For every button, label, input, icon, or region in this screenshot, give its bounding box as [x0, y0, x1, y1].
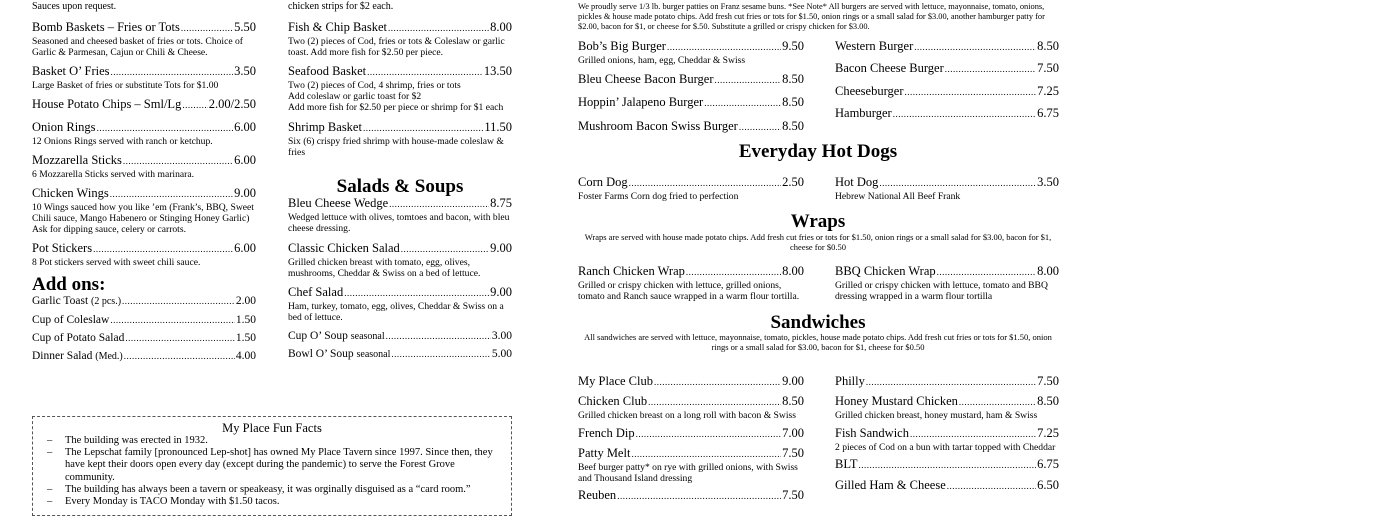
item-name: Bob’s Big Burger	[578, 39, 666, 53]
item-name: Gilled Ham & Cheese	[835, 478, 946, 492]
item-name: Pot Stickers	[32, 241, 93, 255]
item-name: Chicken Wings	[32, 186, 109, 200]
item-name: BBQ Chicken Wrap	[835, 264, 936, 278]
menu-item-chicken-club	[578, 394, 804, 421]
item-name: Cheeseburger	[835, 84, 904, 98]
addon-dinner-salad	[32, 349, 256, 364]
addons-heading: Add ons:	[32, 274, 106, 295]
wraps-note: Wraps are served with house made potato chips. Add fresh cut fries or tots for $1.50, onion rings or a small salad for $3.00, bacon for $1, cheese for $0.50	[584, 232, 1052, 252]
item-price: 2.00	[235, 295, 256, 307]
item-price: 6.00	[234, 153, 256, 167]
item-name: Dinner Salad (Med.)	[32, 350, 123, 362]
item-description: Two (2) pieces of Cod, 4 shrimp, fries or tots Add coleslaw or garlic toast for $2 Add more fish for $2.50 per piece or shrimp for $1 each	[288, 80, 504, 113]
item-price: 5.00	[491, 348, 512, 360]
menu-item-hamburger	[835, 106, 1059, 121]
item-price: 8.00	[490, 20, 512, 34]
fun-fact-item: – The Lepschat family [pronounced Lep-shot] has owned My Place Tavern since 1997. Since then, they have kept their doors open every day (except during the pandemic) to serve the Forest Grove community.	[47, 447, 507, 484]
item-price: 6.00	[234, 120, 256, 134]
item-description: Beef burger patty* on rye with grilled onions, with Swiss and Thousand Island dressing	[578, 462, 798, 484]
item-price: 8.50	[782, 95, 804, 109]
menu-item-basket-o-fries	[32, 64, 256, 91]
item-name: BLT	[835, 457, 858, 471]
menu-item-bacon-cheese-burger	[835, 61, 1059, 76]
menu-item-cheeseburger	[835, 84, 1059, 99]
item-name: Classic Chicken Salad	[288, 241, 400, 255]
item-price: 6.50	[1037, 478, 1059, 492]
menu-item-bleu-cheese-wedge	[288, 196, 512, 234]
item-price: 13.50	[483, 64, 512, 78]
item-description: Grilled chicken breast, honey mustard, ham & Swiss	[835, 410, 1038, 421]
item-description: 10 Wings sauced how you like ’em (Frank’s, BBQ, Sweet Chili sauce, Mango Habenero or Stinging Honey Garlic) Ask for dipping sauce, celery or carrots.	[32, 202, 254, 235]
menu-item-seafood-basket	[288, 64, 512, 113]
item-description: Ham, turkey, tomato, egg, olives, Cheddar & Swiss on a bed of lettuce.	[288, 301, 504, 323]
item-name: Garlic Toast (2 pcs.)	[32, 295, 122, 307]
item-name: Bleu Cheese Wedge	[288, 196, 389, 210]
item-price: 8.50	[1037, 394, 1059, 408]
menu-item-bbq-chicken-wrap	[835, 264, 1059, 302]
item-name: Western Burger	[835, 39, 914, 53]
fun-fact-item: – Every Monday is TACO Monday with $1.50 tacos.	[47, 496, 507, 508]
item-price: 6.75	[1037, 106, 1059, 120]
item-price: 1.50	[235, 314, 256, 326]
item-name: House Potato Chips – Sml/Lg	[32, 97, 182, 111]
item-name: Hoppin’ Jalapeno Burger	[578, 95, 704, 109]
item-name: Bowl O’ Soup seasonal	[288, 348, 391, 360]
item-description: 6 Mozzarella Sticks served with marinara.	[32, 169, 194, 180]
item-price: 7.50	[1037, 61, 1059, 75]
sandwiches-heading: Sandwiches	[770, 312, 866, 333]
menu-item-bleu-cheese-bacon-burger	[578, 72, 804, 87]
menu-item-western-burger	[835, 39, 1059, 54]
item-name: Corn Dog	[578, 175, 628, 189]
item-price: 9.00	[234, 186, 256, 200]
item-price: 6.75	[1037, 457, 1059, 471]
fun-fact-item: – The building has always been a tavern or speakeasy, it was orginally disguised as a “card room.”	[47, 484, 507, 496]
item-name: Fish & Chip Basket	[288, 20, 387, 34]
item-price: 7.50	[1037, 374, 1059, 388]
item-description: 8 Pot stickers served with sweet chili sauce.	[32, 257, 201, 268]
fun-facts-list	[47, 435, 507, 508]
item-description: Two (2) pieces of Cod, fries or tots & Coleslaw or garlic toast. Add more fish for $2.50 per piece.	[288, 36, 505, 58]
item-price: 7.50	[782, 488, 804, 502]
fun-fact-item: – The building was erected in 1932.	[47, 435, 507, 447]
chicken-strips-note: chicken strips for $2 each.	[288, 1, 394, 12]
item-name: Bleu Cheese Bacon Burger	[578, 72, 714, 86]
menu-item-gilled-ham-cheese	[835, 478, 1059, 493]
item-name: Cup of Potato Salad	[32, 332, 125, 344]
item-price: 7.25	[1037, 84, 1059, 98]
menu-item-hot-dog	[835, 175, 1059, 202]
item-description: Large Basket of fries or substitute Tots for $1.00	[32, 80, 219, 91]
item-price: 7.25	[1037, 426, 1059, 440]
item-name: Mushroom Bacon Swiss Burger	[578, 119, 738, 133]
addon-cup-of-potato-salad	[32, 331, 256, 345]
menu-item-french-dip	[578, 426, 804, 441]
menu-item-fish-sandwich	[835, 426, 1059, 453]
item-price: 4.00	[235, 350, 256, 362]
menu-item-bowl-o-soup	[288, 347, 512, 362]
menu-item-honey-mustard-chicken	[835, 394, 1059, 421]
menu-item-mushroom-bacon-swiss-burger	[578, 119, 804, 134]
wraps-heading: Wraps	[790, 211, 846, 232]
menu-item-ranch-chicken-wrap	[578, 264, 804, 302]
menu-item-chef-salad	[288, 285, 512, 323]
item-price: 2.00/2.50	[208, 97, 256, 111]
item-description: Seasoned and cheesed basket of fries or tots. Choice of Garlic & Parmesan, Cajun or Chili & Cheese.	[32, 36, 243, 58]
item-name: Hamburger	[835, 106, 892, 120]
menu-item-onion-rings	[32, 120, 256, 147]
item-description: Hebrew National All Beef Frank	[835, 191, 961, 202]
menu-item-patty-melt	[578, 446, 804, 484]
menu-item-mozzarella-sticks	[32, 153, 256, 180]
item-name: Ranch Chicken Wrap	[578, 264, 685, 278]
item-name: Chef Salad	[288, 285, 344, 299]
item-price: 6.00	[234, 241, 256, 255]
item-price: 2.50	[782, 175, 804, 189]
item-name: Mozzarella Sticks	[32, 153, 122, 167]
item-description: Grilled chicken breast on a long roll with bacon & Swiss	[578, 410, 796, 421]
item-price: 8.50	[782, 72, 804, 86]
fun-facts-box	[32, 416, 512, 516]
item-price: 9.00	[490, 241, 512, 255]
menu-item-pot-stickers	[32, 241, 256, 268]
menu-item-corn-dog	[578, 175, 804, 202]
menu-item-blt	[835, 457, 1059, 472]
item-description: Six (6) crispy fried shrimp with house-made coleslaw & fries	[288, 136, 504, 158]
menu-item-reuben	[578, 488, 804, 503]
item-name: French Dip	[578, 426, 635, 440]
addon-garlic-toast	[32, 294, 256, 309]
item-name: Patty Melt	[578, 446, 631, 460]
item-description: Foster Farms Corn dog fried to perfection	[578, 191, 739, 202]
item-name: Chicken Club	[578, 394, 648, 408]
fun-facts-title: My Place Fun Facts	[222, 421, 322, 435]
item-description: Grilled or crispy chicken with lettuce, tomato and BBQ dressing wrapped in a warm flour tortilla	[835, 280, 1048, 302]
item-price: 8.00	[1037, 264, 1059, 278]
sauces-note: Sauces upon request.	[32, 1, 117, 12]
item-description: Wedged lettuce with olives, tomtoes and bacon, with bleu cheese dressing.	[288, 212, 510, 234]
menu-item-my-place-club	[578, 374, 804, 389]
item-name: Cup of Coleslaw	[32, 314, 110, 326]
item-name: Bomb Baskets – Fries or Tots	[32, 20, 180, 34]
item-name: Basket O’ Fries	[32, 64, 110, 78]
item-price: 7.50	[782, 446, 804, 460]
item-name: Philly	[835, 374, 865, 388]
item-price: 3.00	[491, 330, 512, 342]
menu-item-house-potato-chips	[32, 97, 256, 112]
item-price: 11.50	[484, 120, 512, 134]
item-description: 12 Onions Rings served with ranch or ketchup.	[32, 136, 213, 147]
menu-item-chicken-wings	[32, 186, 256, 235]
item-price: 3.50	[234, 64, 256, 78]
item-description: Grilled chicken breast with tomato, egg, olives, mushrooms, Cheddar & Swiss on a bed of lettuce.	[288, 257, 481, 279]
item-price: 8.50	[1037, 39, 1059, 53]
hot-dogs-heading: Everyday Hot Dogs	[738, 141, 898, 162]
burgers-note: We proudly serve 1/3 lb. burger patties on Franz sesame buns. *See Note* All burgers are served with lettuce, mayonnaise, tomato, onions, pickles & house made potato chips. Add fresh cut fries or tots for $1.50, onion rings or a small salad for $3.00, another hamburger patty for $2.00, bacon for $1, or cheese for $.50. Substitute a grilled or crispy chicken for $3.00.	[578, 2, 1045, 31]
menu-item-hoppin-jalapeno-burger	[578, 95, 804, 110]
item-price: 5.50	[234, 20, 256, 34]
item-name: Shrimp Basket	[288, 120, 362, 134]
menu-item-fish-chip-basket	[288, 20, 512, 58]
salads-soups-heading: Salads & Soups	[336, 176, 464, 197]
menu-item-shrimp-basket	[288, 120, 512, 158]
item-name: Honey Mustard Chicken	[835, 394, 958, 408]
item-name: Seafood Basket	[288, 64, 367, 78]
item-price: 9.00	[782, 374, 804, 388]
menu-item-philly	[835, 374, 1059, 389]
item-price: 8.00	[782, 264, 804, 278]
item-name: Cup O’ Soup seasonal	[288, 330, 385, 342]
item-price: 8.50	[782, 394, 804, 408]
menu-item-cup-o-soup	[288, 329, 512, 344]
item-price: 8.50	[782, 119, 804, 133]
item-name: Fish Sandwich	[835, 426, 909, 440]
item-name: Onion Rings	[32, 120, 96, 134]
item-price: 1.50	[235, 332, 256, 344]
menu-item-bomb-baskets	[32, 20, 256, 58]
item-price: 3.50	[1037, 175, 1059, 189]
item-price: 9.00	[490, 285, 512, 299]
menu-item-classic-chicken-salad	[288, 241, 512, 279]
item-name: Hot Dog	[835, 175, 879, 189]
item-name: My Place Club	[578, 374, 653, 388]
item-price: 8.75	[490, 196, 512, 210]
item-name: Bacon Cheese Burger	[835, 61, 944, 75]
item-name: Reuben	[578, 488, 617, 502]
item-price: 9.50	[782, 39, 804, 53]
menu-item-bobs-big-burger	[578, 39, 804, 66]
item-description: Grilled onions, ham, egg, Cheddar & Swiss	[578, 55, 746, 66]
item-price: 7.00	[782, 426, 804, 440]
sandwiches-note: All sandwiches are served with lettuce, mayonnaise, tomato, pickles, house made potato chips. Add fresh cut fries or tots for $1.50, onion rings or a small salad for $3.00, bacon for $1, cheese for $0.50	[584, 332, 1052, 352]
item-description: 2 pieces of Cod on a bun with tartar topped with Cheddar	[835, 442, 1056, 453]
item-description: Grilled or crispy chicken with lettuce, grilled onions, tomato and Ranch sauce wrapped in a warm flour tortilla.	[578, 280, 800, 302]
addon-cup-of-coleslaw	[32, 313, 256, 327]
